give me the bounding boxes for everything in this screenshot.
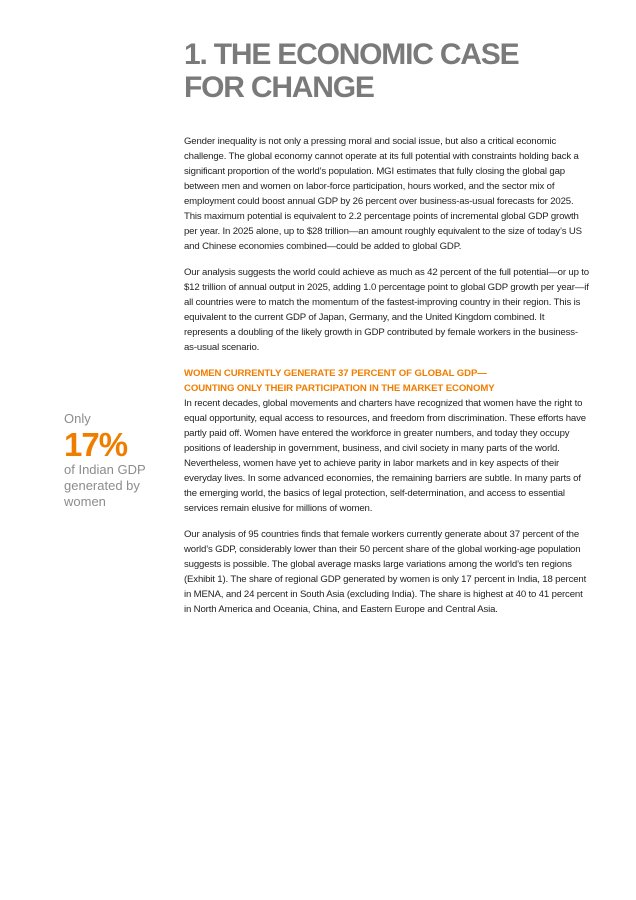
body-paragraph-3: In recent decades, global movements and charters have recognized that women have the right to equal opportunity, equal access to resources, and freedom from discrimination. These efforts have partly paid off. Women have entered the workforce in greater numbers, and today they occupy positions of leadership in government, business, and civil society in many parts of the world. Nevertheless, women have yet to achieve parity in labor markets and in key aspects of their everyday lives. In some advanced economies, the remaining barriers are subtle. In many parts of the emerging world, the basics of legal protection, self-determination, and access to essential services remain elusive for millions of women. (184, 398, 586, 514)
chapter-title (184, 38, 594, 104)
callout-caption-line-2: generated by (64, 478, 140, 493)
body-paragraph-4: Our analysis of 95 countries finds that female workers currently generate about 37 percent of the world’s GDP, considerably lower than their 50 percent share of the global working-age population suggests is possible. The global average masks large variations among the world’s ten regions (Exhibit 1). The share of regional GDP generated by women is only 17 percent in India, 18 percent in MENA, and 24 percent in South Asia (excluding India). The share is highest at 40 to 41 percent in North America and Oceania, China, and Eastern Europe and Central Asia. (184, 529, 587, 615)
callout-stat-value: 17% (64, 426, 128, 463)
chapter-title-line-2: FOR CHANGE (184, 71, 374, 104)
callout-caption (64, 462, 164, 510)
callout-lead-text: Only (64, 411, 91, 426)
chapter-title-line-1: 1. THE ECONOMIC CASE (184, 38, 519, 71)
section-heading-line-1: WOMEN CURRENTLY GENERATE 37 PERCENT OF GLOBAL GDP— (184, 368, 487, 379)
body-text-column (184, 134, 590, 628)
stat-callout (64, 411, 164, 510)
section-heading (184, 366, 590, 396)
callout-caption-line-1: of Indian GDP (64, 462, 146, 477)
callout-caption-line-3: women (64, 494, 106, 509)
body-paragraph-2: Our analysis suggests the world could achieve as much as 42 percent of the full potential—or up to $12 trillion of annual output in 2025, adding 1.0 percentage point to global GDP growth per year—if all countries were to match the momentum of the fastest-improving country in their region. This is equivalent to the current GDP of Japan, Germany, and the United Kingdom combined. It represents a doubling of the likely growth in GDP contributed by female workers in the business-as-usual scenario. (184, 267, 589, 353)
section-heading-line-2: COUNTING ONLY THEIR PARTICIPATION IN THE MARKET ECONOMY (184, 383, 495, 394)
body-paragraph-1: Gender inequality is not only a pressing moral and social issue, but also a critical economic challenge. The global economy cannot operate at its full potential with constraints holding back a significant proportion of the world’s population. MGI estimates that fully closing the global gap between men and women on labor-force participation, hours worked, and the sector mix of employment could boost annual GDP by 26 percent over business-as-usual forecasts for 2025. This maximum potential is equivalent to 2.2 percentage points of incremental global GDP growth per year. In 2025 alone, up to $28 trillion—an amount roughly equivalent to the size of today’s US and Chinese economies combined—could be added to global GDP. (184, 136, 582, 252)
